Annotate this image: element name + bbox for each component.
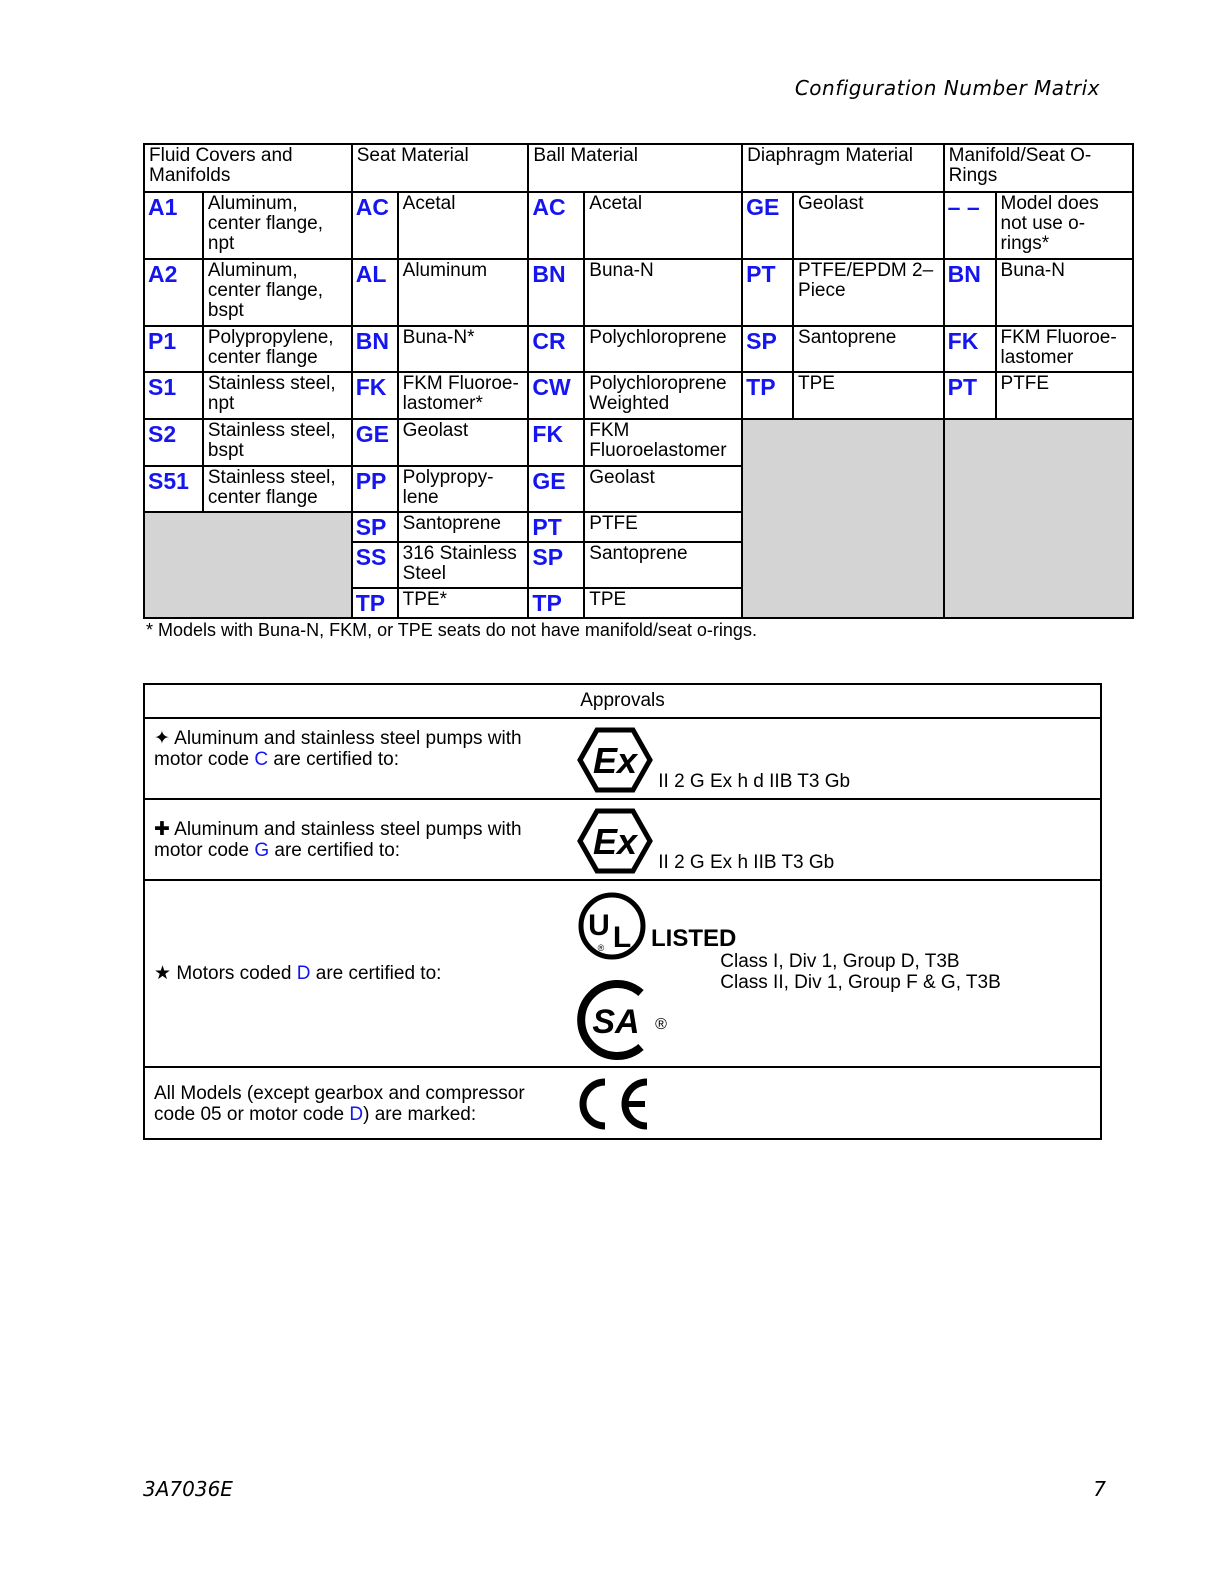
oring-desc: Buna-N: [996, 259, 1133, 326]
ball-code: FK: [528, 419, 584, 466]
svg-text:L: L: [613, 921, 632, 954]
seat-desc: TPE*: [398, 588, 529, 618]
approval-row: [144, 718, 1101, 799]
marking-line-1: Class I, Div 1, Group D, T3B: [720, 951, 960, 972]
page-header: Configuration Number Matrix: [794, 76, 1100, 100]
oring-desc: FKM Fluoroe-lastomer: [996, 326, 1133, 372]
diaphragm-desc: PTFE/EPDM 2–Piece: [793, 259, 944, 326]
diaphragm-code: PT: [742, 259, 793, 326]
ball-desc: Acetal: [584, 192, 742, 259]
approval-text-end: are certified to:: [268, 749, 400, 770]
diamond-star-icon: ✦: [154, 728, 170, 749]
ball-desc: Santoprene: [584, 542, 742, 588]
oring-code: FK: [944, 326, 996, 372]
header-ball-material: Ball Material: [528, 144, 742, 192]
diaphragm-code: TP: [742, 372, 793, 419]
ball-code: GE: [528, 466, 584, 512]
svg-text:Ex: Ex: [593, 740, 638, 781]
seat-desc: FKM Fluoroe-lastomer*: [398, 372, 529, 419]
fluid-desc: Stainless steel, npt: [203, 372, 352, 419]
ball-desc: PTFE: [584, 512, 742, 542]
approval-text-end: are certified to:: [269, 840, 401, 861]
marking-line-2: Class II, Div 1, Group F & G, T3B: [720, 972, 1001, 993]
ex-atex-icon: [577, 727, 653, 793]
fluid-code: S51: [144, 466, 203, 512]
fluid-code: A2: [144, 259, 203, 326]
seat-code: AC: [352, 192, 398, 259]
seat-code: SP: [352, 512, 398, 542]
oring-code: BN: [944, 259, 996, 326]
page-number: 7: [1093, 1477, 1106, 1501]
approvals-table: [143, 683, 1102, 1140]
configuration-matrix: [143, 143, 1134, 619]
diaphragm-code: SP: [742, 326, 793, 372]
header-fluid-covers: Fluid Covers and Manifolds: [144, 144, 352, 192]
svg-text:LISTED: LISTED: [651, 925, 737, 952]
approval-text-end: are certified to:: [310, 963, 442, 984]
approval-text: Aluminum and stainless steel pumps with motor code: [154, 819, 522, 861]
approval-marking-cell: [573, 880, 1101, 1067]
ul-listed-icon: [577, 891, 737, 961]
seat-code: BN: [352, 326, 398, 372]
fluid-desc: Aluminum, center flange, npt: [203, 192, 352, 259]
atex-marking: II 2 G Ex h d IIB T3 Gb: [658, 771, 851, 792]
ball-code: SP: [528, 542, 584, 588]
ball-desc: Polychloroprene: [584, 326, 742, 372]
ball-desc: Polychloroprene Weighted: [584, 372, 742, 419]
approval-description: [144, 1067, 573, 1139]
fluid-desc: Stainless steel, center flange: [203, 466, 352, 512]
ul-csa-marking: [720, 951, 1001, 993]
fluid-code: S1: [144, 372, 203, 419]
empty-oring-cell: [944, 419, 1133, 618]
fluid-code: A1: [144, 192, 203, 259]
approval-marking-cell: [573, 1067, 1101, 1139]
approval-marking-cell: [573, 718, 1101, 799]
fluid-desc: Aluminum, center flange, bspt: [203, 259, 352, 326]
svg-text:SA: SA: [592, 1003, 640, 1041]
approval-row: [144, 1067, 1101, 1139]
approval-row: [144, 799, 1101, 880]
oring-desc: PTFE: [996, 372, 1133, 419]
matrix-footnote: * Models with Buna-N, FKM, or TPE seats do not have manifold/seat o-rings.: [146, 620, 757, 640]
ball-code: TP: [528, 588, 584, 618]
header-seat-material: Seat Material: [352, 144, 529, 192]
ball-code: AC: [528, 192, 584, 259]
svg-text:U: U: [588, 909, 611, 942]
approval-text-end: ) are marked:: [363, 1104, 477, 1125]
table-row: [144, 372, 1133, 419]
oring-code: – –: [944, 192, 996, 259]
cross-icon: ✚: [154, 819, 170, 840]
atex-marking: II 2 G Ex h IIB T3 Gb: [658, 852, 835, 873]
table-row: [144, 326, 1133, 372]
seat-code: FK: [352, 372, 398, 419]
approval-row: [144, 880, 1101, 1067]
fluid-code: P1: [144, 326, 203, 372]
diaphragm-code: GE: [742, 192, 793, 259]
header-orings: Manifold/Seat O-Rings: [944, 144, 1133, 192]
seat-code: SS: [352, 542, 398, 588]
empty-fluid-cell: [144, 512, 352, 618]
diaphragm-desc: Geolast: [793, 192, 944, 259]
seat-code: PP: [352, 466, 398, 512]
approval-description: [144, 799, 573, 880]
approval-marking-cell: [573, 799, 1101, 880]
ball-desc: Buna-N: [584, 259, 742, 326]
ball-desc: Geolast: [584, 466, 742, 512]
table-row: [144, 259, 1133, 326]
ball-code: PT: [528, 512, 584, 542]
csa-icon: [577, 977, 672, 1063]
ce-mark-icon: [577, 1076, 657, 1132]
motor-code: C: [254, 749, 269, 770]
diaphragm-desc: TPE: [793, 372, 944, 419]
svg-text:Ex: Ex: [593, 821, 638, 862]
table-row: [144, 192, 1133, 259]
seat-code: GE: [352, 419, 398, 466]
seat-desc: Geolast: [398, 419, 529, 466]
empty-diaphragm-cell: [742, 419, 944, 618]
approval-description: [144, 880, 573, 1067]
seat-desc: Buna-N*: [398, 326, 529, 372]
ball-code: BN: [528, 259, 584, 326]
approval-text: All Models (except gearbox and compressor code 05 or motor code: [154, 1083, 525, 1125]
fluid-code: S2: [144, 419, 203, 466]
ball-code: CR: [528, 326, 584, 372]
ball-desc: FKM Fluoroelastomer: [584, 419, 742, 466]
table-row: [144, 419, 1133, 466]
seat-desc: Polypropy-lene: [398, 466, 529, 512]
approval-description: [144, 718, 573, 799]
ex-atex-icon: [577, 808, 653, 874]
motor-code: D: [296, 963, 311, 984]
star-icon: ★: [154, 963, 172, 984]
seat-code: TP: [352, 588, 398, 618]
approvals-title: Approvals: [144, 684, 1101, 718]
oring-code: PT: [944, 372, 996, 419]
svg-text:®: ®: [655, 1016, 668, 1033]
fluid-desc: Stainless steel, bspt: [203, 419, 352, 466]
fluid-desc: Polypropylene, center flange: [203, 326, 352, 372]
matrix-header-row: [144, 144, 1133, 192]
motor-code: G: [254, 840, 270, 861]
seat-desc: Santoprene: [398, 512, 529, 542]
ball-code: CW: [528, 372, 584, 419]
oring-desc: Model does not use o-rings*: [996, 192, 1133, 259]
diaphragm-desc: Santoprene: [793, 326, 944, 372]
header-diaphragm-material: Diaphragm Material: [742, 144, 944, 192]
approval-text: Motors coded: [176, 963, 297, 984]
ball-desc: TPE: [584, 588, 742, 618]
svg-text:®: ®: [597, 943, 605, 953]
seat-code: AL: [352, 259, 398, 326]
motor-code: D: [349, 1104, 364, 1125]
seat-desc: 316 Stainless Steel: [398, 542, 529, 588]
seat-desc: Aluminum: [398, 259, 529, 326]
approval-text: Aluminum and stainless steel pumps with motor code: [154, 728, 522, 770]
seat-desc: Acetal: [398, 192, 529, 259]
doc-number: 3A7036E: [143, 1477, 233, 1501]
